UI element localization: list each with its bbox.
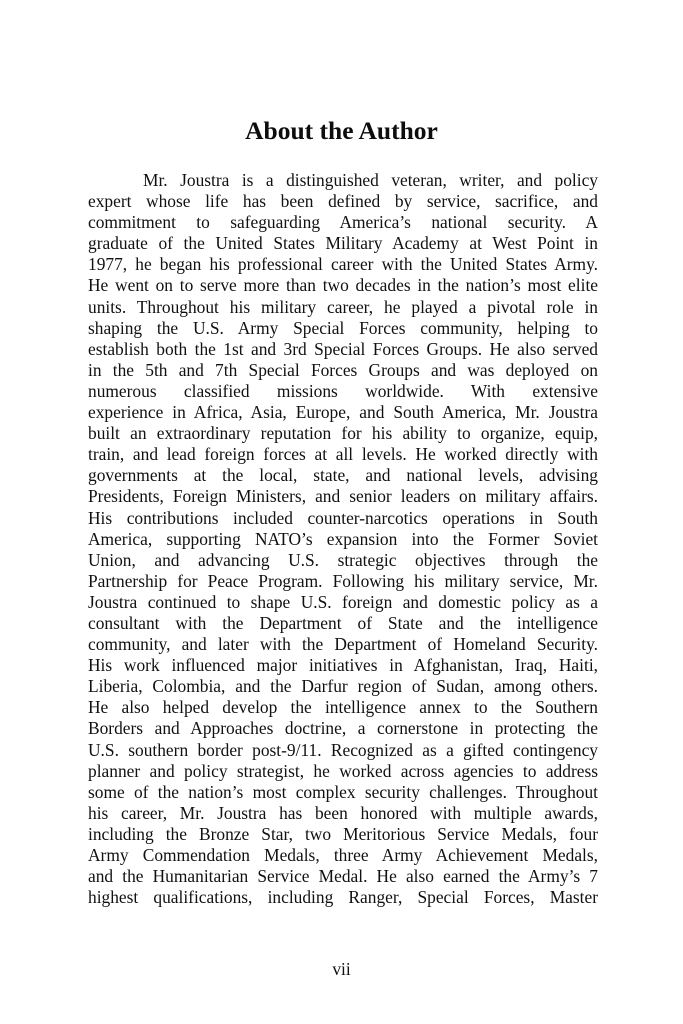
text-line: including the Bronze Star, two Meritorious Service Medals, four	[88, 823, 598, 844]
text-line: Borders and Approaches doctrine, a cornerstone in protecting the	[88, 718, 598, 739]
text-line: U.S. southern border post-9/11. Recognized as a gifted contingency	[88, 739, 598, 760]
text-line: Joustra continued to shape U.S. foreign and domestic policy as a	[88, 591, 598, 612]
text-line: experience in Africa, Asia, Europe, and South America, Mr. Joustra	[88, 402, 598, 423]
text-line: train, and lead foreign forces at all levels. He worked directly with	[88, 444, 598, 465]
text-line: 1977, he began his professional career with the United States Army.	[88, 254, 598, 275]
text-line: his career, Mr. Joustra has been honored with multiple awards,	[88, 802, 598, 823]
page-number: vii	[332, 959, 351, 979]
text-line: commitment to safeguarding America’s national security. A	[88, 212, 598, 233]
text-line: expert whose life has been defined by service, sacrifice, and	[88, 191, 598, 212]
text-line: Mr. Joustra is a distinguished veteran, writer, and policy	[143, 170, 598, 190]
text-line: in the 5th and 7th Special Forces Groups and was deployed on	[88, 359, 598, 380]
text-line: consultant with the Department of State and the intelligence	[88, 612, 598, 633]
text-line: governments at the local, state, and national levels, advising	[88, 465, 598, 486]
text-line: Union, and advancing U.S. strategic objectives through the	[88, 549, 598, 570]
text-line: Presidents, Foreign Ministers, and senior leaders on military affairs.	[88, 486, 598, 507]
text-line: His work influenced major initiatives in Afghanistan, Iraq, Haiti,	[88, 655, 598, 676]
text-line: America, supporting NATO’s expansion into the Former Soviet	[88, 528, 598, 549]
author-bio-paragraph	[88, 170, 598, 908]
text-line: He went on to serve more than two decades in the nation’s most elite	[88, 275, 598, 296]
text-line: and the Humanitarian Service Medal. He also earned the Army’s 7	[88, 866, 598, 887]
text-line: units. Throughout his military career, he played a pivotal role in	[88, 296, 598, 317]
text-line: His contributions included counter-narcotics operations in South	[88, 507, 598, 528]
page-title: About the Author	[245, 116, 438, 145]
text-line: some of the nation’s most complex security challenges. Throughout	[88, 781, 598, 802]
text-line: He also helped develop the intelligence annex to the Southern	[88, 697, 598, 718]
text-line: shaping the U.S. Army Special Forces community, helping to	[88, 317, 598, 338]
text-line: Army Commendation Medals, three Army Achievement Medals,	[88, 845, 598, 865]
text-line: community, and later with the Department of Homeland Security.	[88, 634, 598, 655]
text-line: numerous classified missions worldwide. With extensive	[88, 380, 598, 401]
text-line: Partnership for Peace Program. Following his military service, Mr.	[88, 570, 598, 591]
text-line: Liberia, Colombia, and the Darfur region of Sudan, among others.	[88, 676, 598, 697]
text-line: highest qualifications, including Ranger, Special Forces, Master	[88, 887, 598, 908]
text-line: establish both the 1st and 3rd Special Forces Groups. He also served	[88, 338, 598, 359]
text-line: graduate of the United States Military Academy at West Point in	[88, 233, 598, 254]
text-line: built an extraordinary reputation for his ability to organize, equip,	[88, 423, 598, 444]
text-line: planner and policy strategist, he worked across agencies to address	[88, 760, 598, 781]
